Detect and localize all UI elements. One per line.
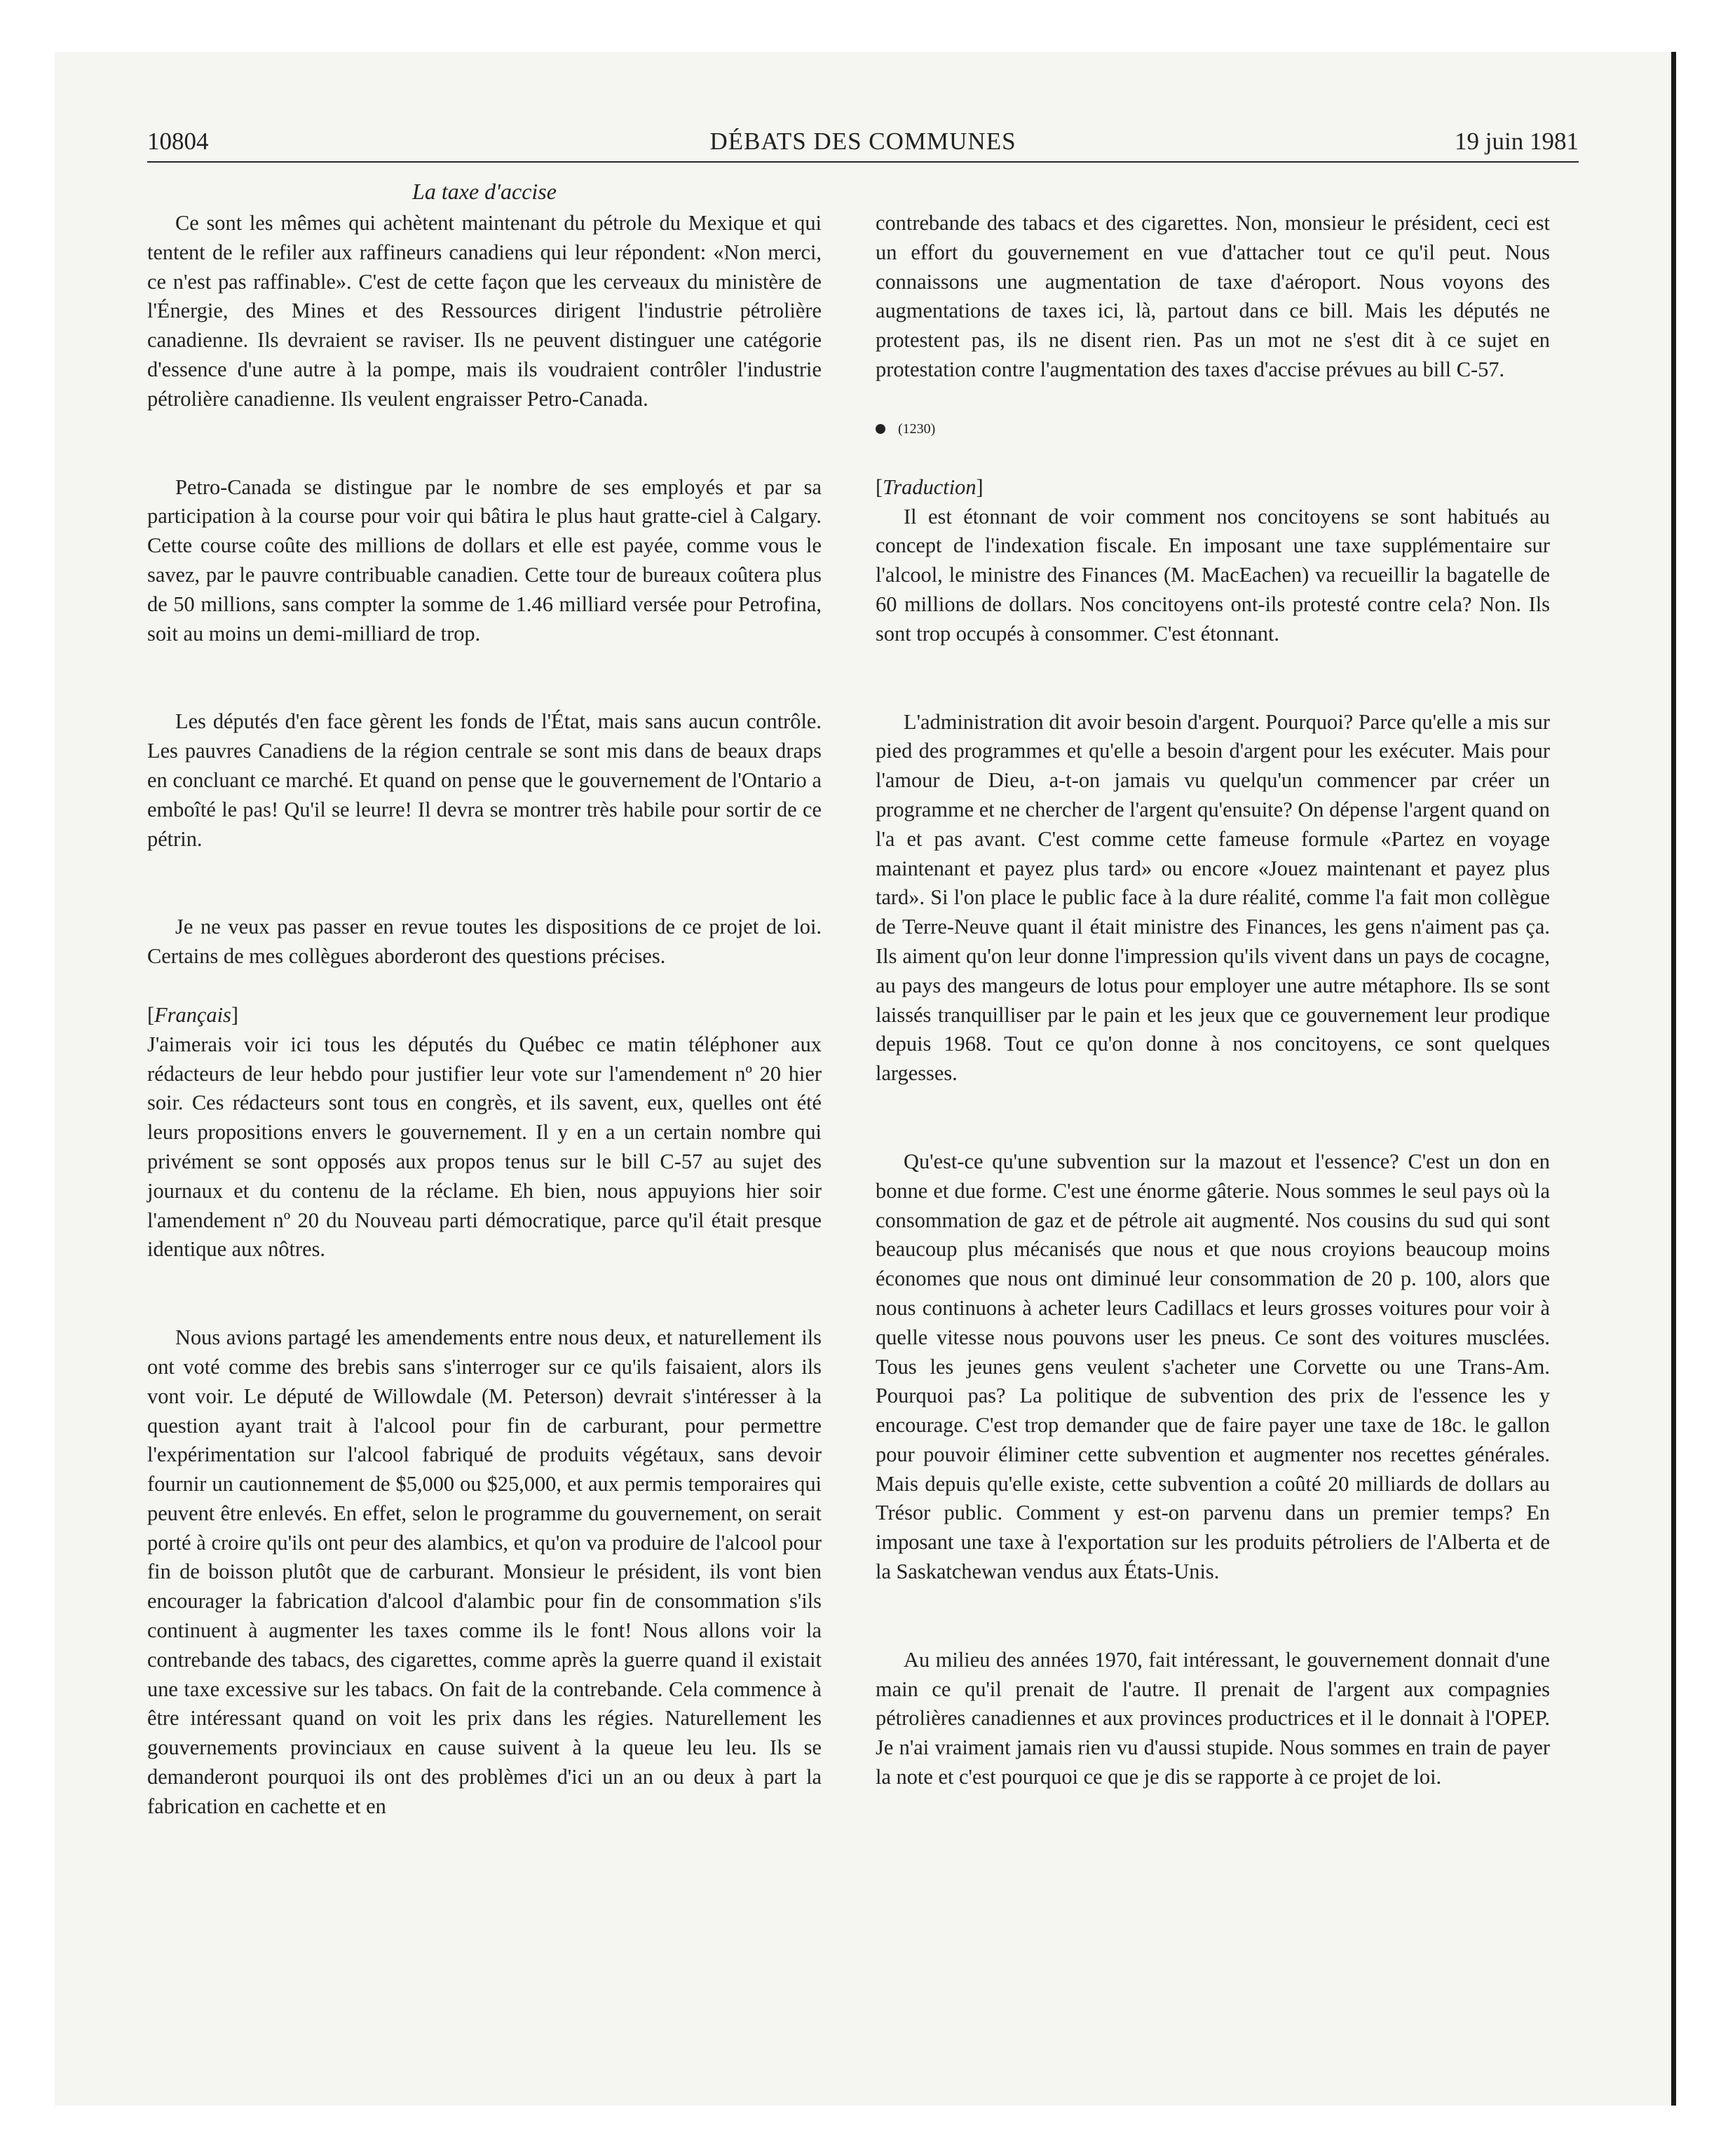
paragraph: J'aimerais voir ici tous les députés du Québec ce matin téléphoner aux rédacteurs de leur hebdo pour justifier leur vote sur l'amendement nº 20 hier soir. Ces rédacteurs sont tous en congrès, et ils savent, eux, quelles ont été leurs propositions envers le gouvernement. Il y en a un certain nombre qui privément se sont opposés aux propos tenus sur le bill C-57 au sujet des journaux et du contenu de la réclame. Eh bien, nous appuyions hier soir l'amendement nº 20 du Nouveau parti démocratique, parce qu'il était presque identique aux nôtres. [147,1032,822,1262]
language-marker: [Français] [147,1002,238,1027]
paragraph: contrebande des tabacs et des cigarettes. Non, monsieur le président, ceci est un effort du gouvernement en vue d'attacher tout ce qu'il peut. Nous connaissons une augmentation de taxe d'aéroport. Nous voyons des augmentations de taxes ici, là, partout dans ce bill. Mais les députés ne protestent pas, ils ne disent rien. Pas un mot ne s'est dit à ce sujet en protestation contre l'augmentation des taxes d'accise prévues au bill C-57. [876,211,1550,381]
paragraph: Je ne veux pas passer en revue toutes les dispositions de ce projet de loi. Certains de mes collègues aborderont des questions précises. [147,915,822,969]
paragraph: Les députés d'en face gèrent les fonds de l'État, mais sans aucun contrôle. Les pauvres Canadiens de la région centrale se sont mis dans de beaux draps en concluant ce marché. Et quand on pense que le gouvernement de l'Ontario a emboîté le pas! Qu'il se leurre! Il devra se montrer très habile pour sortir de ce pétrin. [147,709,822,851]
paragraph: Nous avions partagé les amendements entre nous deux, et naturellement ils ont voté comme des brebis sans s'interroger sur ce qu'ils faisaient, alors ils vont voir. Le député de Willowdale (M. Peterson) devrait s'intéresser à la question ayant trait à l'alcool pour fin de carburant, pour permettre l'expérimentation sur l'alcool fabriqué de produits végétaux, sans devoir fournir un cautionnement de $5,000 ou $25,000, et aux permis temporaires qui peuvent être enlevés. En effet, selon le programme du gouvernement, on serait porté à croire qu'ils ont peur des alambics, et qu'on va produire de l'alcool pour fin de boisson plutôt que de carburant. Monsieur le président, ils vont bien encourager la fabrication d'alcool d'alambic pour fin de consommation s'ils continuent à augmenter les taxes comme ils le font! Nous allons voir la contrebande des tabacs, des cigarettes, comme après la guerre quand il existait une taxe excessive sur les tabacs. On fait de la contrebande. Cela commence à être intéressant quand on voit les prix dans les régies. Naturellement les gouvernements provinciaux en cause suivent à la queue leu leu. Ils se demanderont pourquoi ils ont des problèmes d'ici un an ou deux à part la fabrication en cachette et en [147,1325,822,1818]
paragraph: Qu'est-ce qu'une subvention sur la mazout et l'essence? C'est un don en bonne et due forme. C'est une énorme gâterie. Nous sommes le seul pays où la consommation de gaz et de pétrole ait augmenté. Nos cousins du sud qui sont beaucoup plus mécanisés que nous et que nous croyions beaucoup moins économes que nous ont diminué leur consommation de 20 p. 100, alors que nous continuons à acheter leurs Cadillacs et leurs grosses voitures pour voir à quelle vitesse nous pouvons user les pneus. Ce sont des voitures musclées. Tous les jeunes gens veulent s'acheter une Corvette ou une Trans-Am. Pourquoi pas? La politique de subvention des prix de l'essence les y encourage. C'est trop demander que de faire payer une taxe de 18c. le gallon pour pouvoir éliminer cette subvention et augmenter nos recettes générales. Mais depuis qu'elle existe, cette subvention a coûté 20 milliards de dollars au Trésor public. Comment y est-on parvenu dans un premier temps? En imposant une taxe à l'exportation sur les produits pétroliers de l'Alberta et de la Saskatchewan vendus aux États-Unis. [876,1149,1550,1584]
paragraph: L'administration dit avoir besoin d'argent. Pourquoi? Parce qu'elle a mis sur pied des programmes et qu'elle a besoin d'argent pour les exécuter. Mais pour l'amour de Dieu, a-t-on jamais vu quelqu'un commencer par créer un programme et ne chercher de l'argent qu'ensuite? On dépense l'argent quand on l'a et pas avant. C'est comme cette fameuse formule «Partez en voyage maintenant et payez plus tard» ou encore «Jouez maintenant et payez plus tard». Si l'on place le public face à la dure réalité, comme l'a fait mon collègue de Terre-Neuve quant il était ministre des Finances, les gens n'aiment pas ça. Ils aiment qu'on leur donne l'impression qu'ils vivent dans un pays de cocagne, au pays des mangeurs de lotus pour employer une autre métaphore. Ils se sont laissés tranquilliser par le pain et les jeux que ce gouvernement leur prodique depuis 1968. Tout ce qu'on donne à nos concitoyens, ce sont quelques largesses. [876,709,1550,1086]
paragraph: Ce sont les mêmes qui achètent maintenant du pétrole du Mexique et qui tentent de le refiler aux raffineurs canadiens qui leur répondent: «Non merci, ce n'est pas raffinable». C'est de cette façon que les cerveaux du ministère de l'Énergie, des Mines et des Ressources dirigent l'industrie pétrolière canadienne. Ils devraient se raviser. Ils ne peuvent distinguer une catégorie d'essence d'une autre à la pompe, mais ils voudraient contrôler l'industrie pétrolière canadienne. Ils veulent engraisser Petro-Canada. [147,211,822,411]
section-title: La taxe d'accise [412,179,557,204]
left-column [147,177,822,1822]
page-number: 10804 [147,128,209,155]
paragraph: Au milieu des années 1970, fait intéressant, le gouvernement donnait d'une main ce qu'il prenait de l'autre. Il prenait de l'argent aux compagnies pétrolières canadiennes et aux provinces productrices et il le donnait à l'OPEP. Je n'ai vraiment jamais rien vu d'aussi stupide. Nous sommes en train de payer la note et c'est pourquoi ce que je dis se rapporte à ce projet de loi. [876,1647,1550,1789]
paragraph: Petro-Canada se distingue par le nombre de ses employés et par sa participation à la course pour voir qui bâtira le plus haut gratte-ciel à Calgary. Cette course coûte des millions de dollars et elle est payée, comme vous le savez, par le pauvre contribuable canadien. Cette tour de bureaux coûtera plus de 50 millions, sans compter la somme de 1.46 milliard versée pour Petrofina, soit au moins un demi-milliard de trop. [147,475,822,646]
timestamp-marker [876,414,1550,444]
binding-edge [1671,52,1676,2106]
running-header [147,128,1579,163]
timestamp: (1230) [898,421,936,437]
language-marker-label: Traduction [883,475,977,499]
header-date: 19 juin 1981 [1455,128,1579,155]
right-column [876,209,1550,1792]
publication-title: DÉBATS DES COMMUNES [709,128,1016,155]
language-marker: [Traduction] [876,475,984,499]
paragraph: Il est étonnant de voir comment nos concitoyens se sont habitués au concept de l'indexation fiscale. En imposant une taxe supplémentaire sur l'alcool, le ministre des Finances (M. MacEachen) va recueillir la bagatelle de 60 millions de dollars. Nos concitoyens ont-ils protesté contre cela? Non. Ils sont trop occupés à consommer. C'est étonnant. [876,504,1550,646]
language-marker-label: Français [154,1002,231,1027]
bullet-icon [876,424,885,434]
